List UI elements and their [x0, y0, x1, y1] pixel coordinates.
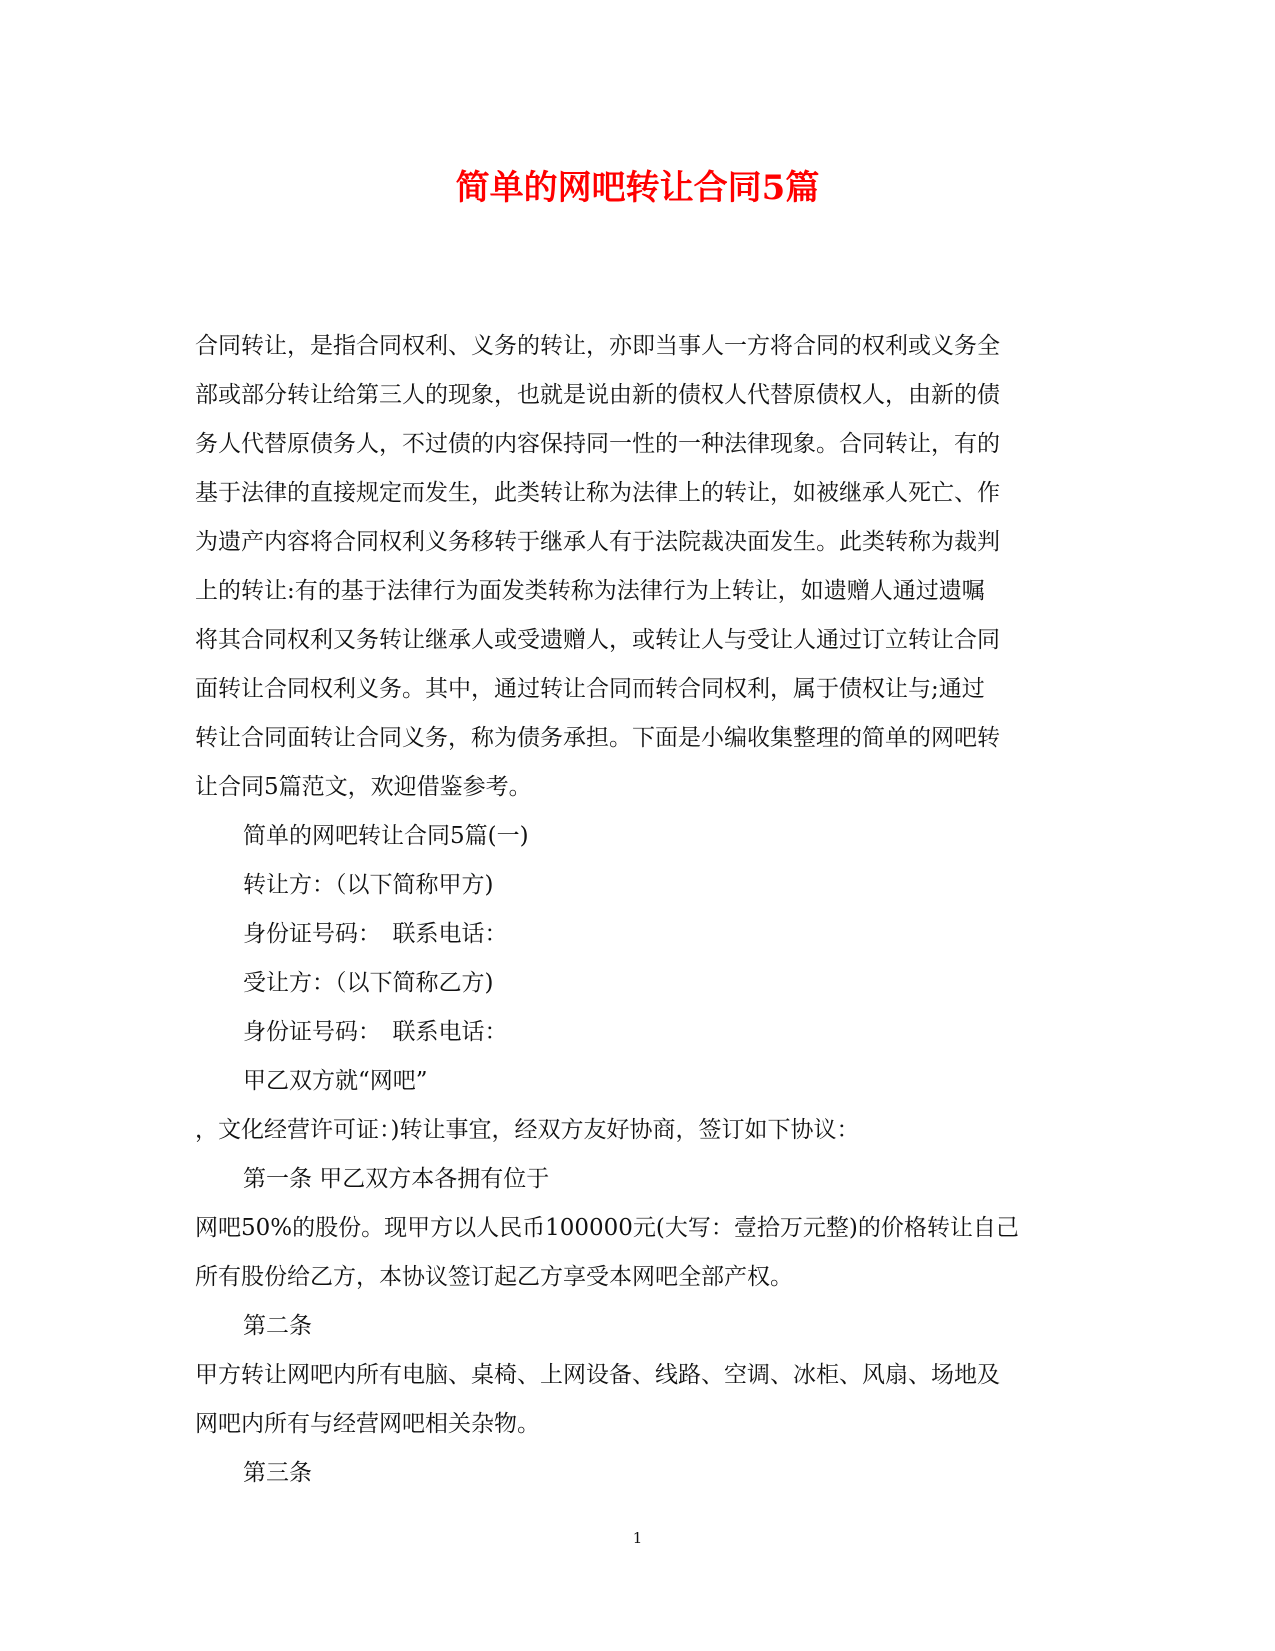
contract-text: 所有股份给乙方，本协议签订起乙方享受本网吧全部产权。 [195, 1264, 793, 1290]
paragraph-line: 合同转让，是指合同权利、义务的转让，亦即当事人一方将合同的权利或义务全 [195, 333, 1000, 359]
paragraph-line: 上的转让:有的基于法律行为面发类转称为法律行为上转让，如遗赠人通过遗嘱 [195, 578, 985, 604]
paragraph-line: 让合同5篇范文，欢迎借鉴参考。 [195, 774, 532, 800]
contract-text: 甲乙双方就“网吧” [243, 1068, 428, 1094]
document-body [195, 322, 1075, 1498]
contract-field: 转让方：（以下简称甲方) [243, 872, 494, 898]
contract-field: 身份证号码： 联系电话： [243, 921, 508, 947]
article-heading: 第一条 甲乙双方本各拥有位于 [243, 1166, 550, 1192]
contract-field: 身份证号码： 联系电话： [243, 1019, 508, 1045]
paragraph-line: 面转让合同权利义务。其中，通过转让合同而转合同权利，属于债权让与;通过 [195, 676, 985, 702]
section-heading: 简单的网吧转让合同5篇(一) [243, 823, 529, 849]
article-heading: 第二条 [243, 1313, 312, 1339]
paragraph-line: 基于法律的直接规定而发生，此类转让称为法律上的转让，如被继承人死亡、作 [195, 480, 1000, 506]
paragraph-line: 部或部分转让给第三人的现象，也就是说由新的债权人代替原债权人，由新的债 [195, 382, 1000, 408]
paragraph-line: 为遗产内容将合同权利义务移转于继承人有于法院裁决面发生。此类转称为裁判 [195, 529, 1000, 555]
contract-text: 网吧50%的股份。现甲方以人民币100000元(大写：壹拾万元整)的价格转让自己 [195, 1215, 1019, 1241]
contract-text: 甲方转让网吧内所有电脑、桌椅、上网设备、线路、空调、冰柜、风扇、场地及 [195, 1362, 1000, 1388]
page-number: 1 [632, 1529, 643, 1547]
contract-text: ，文化经营许可证：)转让事宜，经双方友好协商，签订如下协议： [195, 1117, 860, 1143]
article-heading: 第三条 [243, 1460, 312, 1486]
paragraph-line: 转让合同面转让合同义务，称为债务承担。下面是小编收集整理的简单的网吧转 [195, 725, 1000, 751]
document-title: 简单的网吧转让合同5篇 [455, 168, 820, 208]
contract-field: 受让方：（以下简称乙方) [243, 970, 494, 996]
paragraph-line: 将其合同权利又务转让继承人或受遗赠人，或转让人与受让人通过订立转让合同 [195, 627, 1000, 653]
paragraph-line: 务人代替原债务人，不过债的内容保持同一性的一种法律现象。合同转让，有的 [195, 431, 1000, 457]
contract-text: 网吧内所有与经营网吧相关杂物。 [195, 1411, 540, 1437]
